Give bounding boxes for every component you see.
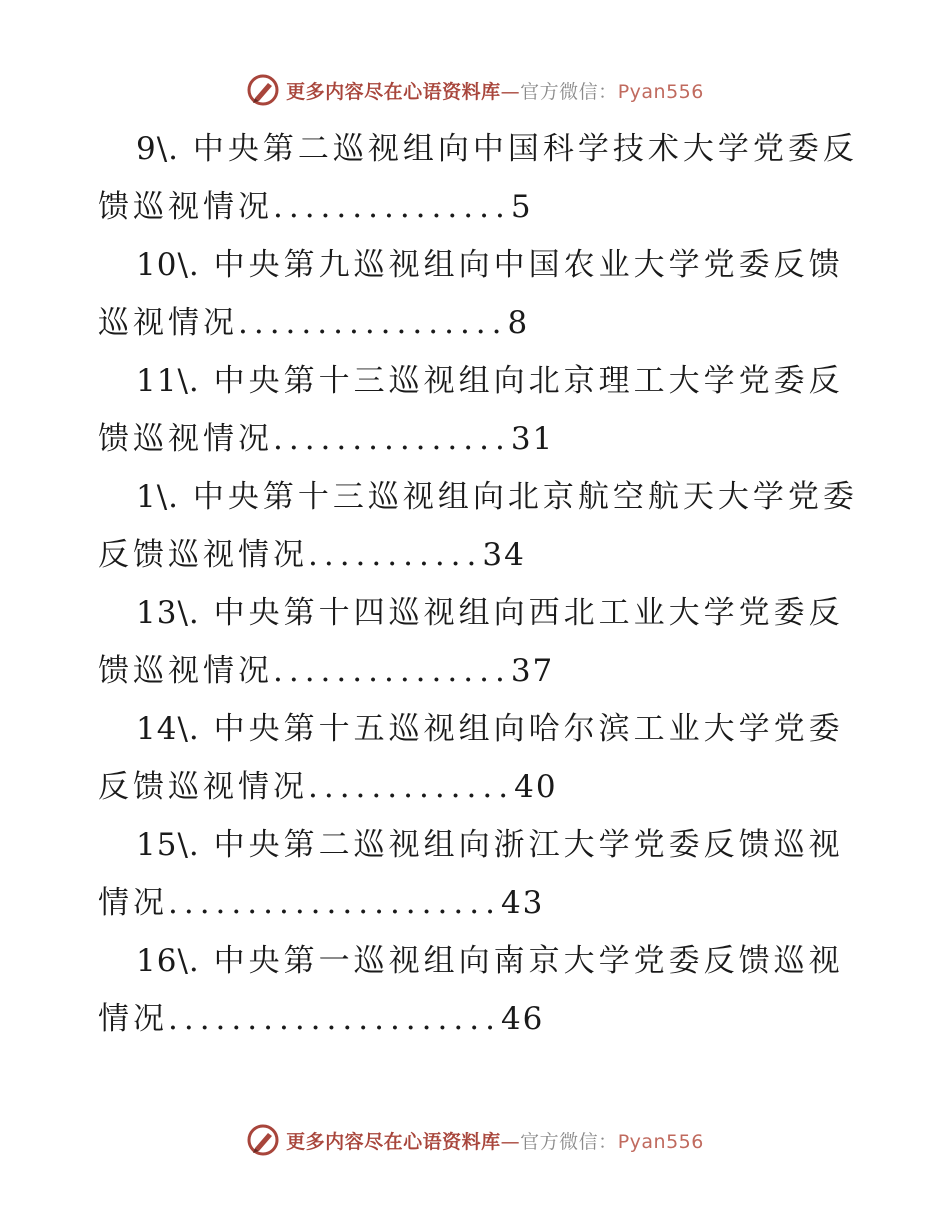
- toc-entry-title-line: [98, 120, 858, 178]
- toc-entry-continuation-line: [98, 990, 858, 1048]
- toc-entry[interactable]: [98, 584, 858, 700]
- toc-entry-number: 9\.: [136, 131, 180, 167]
- toc-entry-title-continued: 馈巡视情况: [98, 421, 273, 457]
- toc-entry-continuation-line: [98, 178, 858, 236]
- toc-entry-title-line: [98, 700, 858, 758]
- header-banner-handle: Pyan556: [617, 80, 704, 103]
- toc-entry-number: 13\.: [136, 595, 200, 631]
- toc-entry-page-number: 5: [510, 189, 533, 225]
- toc-entry-number: 14\.: [136, 711, 200, 747]
- toc-entry-number: 16\.: [136, 943, 200, 979]
- toc-entry-leader-dots: .....................: [168, 1001, 501, 1037]
- footer-banner-separator: —: [500, 1130, 521, 1153]
- toc-entry-leader-dots: ...........: [308, 537, 483, 573]
- toc-entry-page-number: 8: [507, 305, 530, 341]
- toc-entry-title-line: [98, 584, 858, 642]
- toc-entry-title: 中央第十四巡视组向西北工业大学党委反: [213, 595, 844, 631]
- header-banner: [0, 70, 950, 110]
- header-banner-main: 更多内容尽在心语资料库: [286, 80, 501, 103]
- toc-entry-page-number: 43: [500, 885, 545, 921]
- toc-entry-title-line: [98, 236, 858, 294]
- pen-logo-icon: [246, 1123, 280, 1157]
- toc-entry-title-continued: 巡视情况: [98, 305, 238, 341]
- toc-entry[interactable]: [98, 816, 858, 932]
- toc-entry[interactable]: [98, 352, 858, 468]
- toc-entry-page-number: 37: [510, 653, 555, 689]
- toc-entry-title-continued: 情况: [98, 1001, 168, 1037]
- footer-banner-handle: Pyan556: [617, 1130, 704, 1153]
- toc-entry-page-number: 40: [514, 769, 558, 805]
- toc-entry-title-line: [98, 468, 858, 526]
- toc-entry-title-line: [98, 816, 858, 874]
- toc-entry-title-continued: 馈巡视情况: [98, 189, 273, 225]
- toc-entry-number: 15\.: [136, 827, 200, 863]
- toc-entry-continuation-line: [98, 758, 858, 816]
- toc-entry-continuation-line: [98, 642, 858, 700]
- toc-entry-title: 中央第二巡视组向中国科学技术大学党委反: [192, 131, 858, 167]
- toc-entry-title: 中央第二巡视组向浙江大学党委反馈巡视: [213, 827, 844, 863]
- toc-entry-page-number: 31: [510, 421, 555, 457]
- table-of-contents: [98, 120, 858, 1048]
- footer-banner: [0, 1120, 950, 1160]
- toc-entry-title-line: [98, 352, 858, 410]
- toc-entry[interactable]: [98, 700, 858, 816]
- toc-entry-leader-dots: ...............: [273, 653, 511, 689]
- toc-entry-title: 中央第十五巡视组向哈尔滨工业大学党委: [213, 711, 844, 747]
- toc-entry-continuation-line: [98, 410, 858, 468]
- toc-entry-number: 10\.: [136, 247, 200, 283]
- toc-entry[interactable]: [98, 120, 858, 236]
- toc-entry-page-number: 34: [482, 537, 526, 573]
- toc-entry-leader-dots: .................: [238, 305, 508, 341]
- header-banner-label: 官方微信：: [520, 80, 618, 103]
- toc-entry-title: 中央第十三巡视组向北京航空航天大学党委: [192, 479, 858, 515]
- toc-entry-page-number: 46: [500, 1001, 545, 1037]
- toc-entry-number: 1\.: [136, 479, 180, 515]
- toc-entry-title-continued: 馈巡视情况: [98, 653, 273, 689]
- toc-entry-title-line: [98, 932, 858, 990]
- toc-entry-title-continued: 情况: [98, 885, 168, 921]
- toc-entry[interactable]: [98, 932, 858, 1048]
- toc-entry-leader-dots: .....................: [168, 885, 501, 921]
- toc-entry-title-continued: 反馈巡视情况: [98, 537, 308, 573]
- footer-banner-label: 官方微信：: [520, 1130, 618, 1153]
- footer-banner-main: 更多内容尽在心语资料库: [286, 1130, 501, 1153]
- toc-entry-leader-dots: ...............: [273, 189, 511, 225]
- header-banner-separator: —: [500, 80, 521, 103]
- toc-entry-continuation-line: [98, 526, 858, 584]
- toc-entry-leader-dots: .............: [308, 769, 515, 805]
- toc-entry-leader-dots: ...............: [273, 421, 511, 457]
- toc-entry-title: 中央第十三巡视组向北京理工大学党委反: [213, 363, 844, 399]
- pen-logo-icon: [246, 73, 280, 107]
- toc-entry-title: 中央第九巡视组向中国农业大学党委反馈: [213, 247, 844, 283]
- toc-entry[interactable]: [98, 236, 858, 352]
- toc-entry-number: 11\.: [136, 363, 200, 399]
- header-banner-text: [286, 77, 704, 104]
- toc-entry[interactable]: [98, 468, 858, 584]
- toc-entry-continuation-line: [98, 874, 858, 932]
- toc-entry-title-continued: 反馈巡视情况: [98, 769, 308, 805]
- toc-entry-title: 中央第一巡视组向南京大学党委反馈巡视: [213, 943, 844, 979]
- footer-banner-text: [286, 1127, 704, 1154]
- toc-entry-continuation-line: [98, 294, 858, 352]
